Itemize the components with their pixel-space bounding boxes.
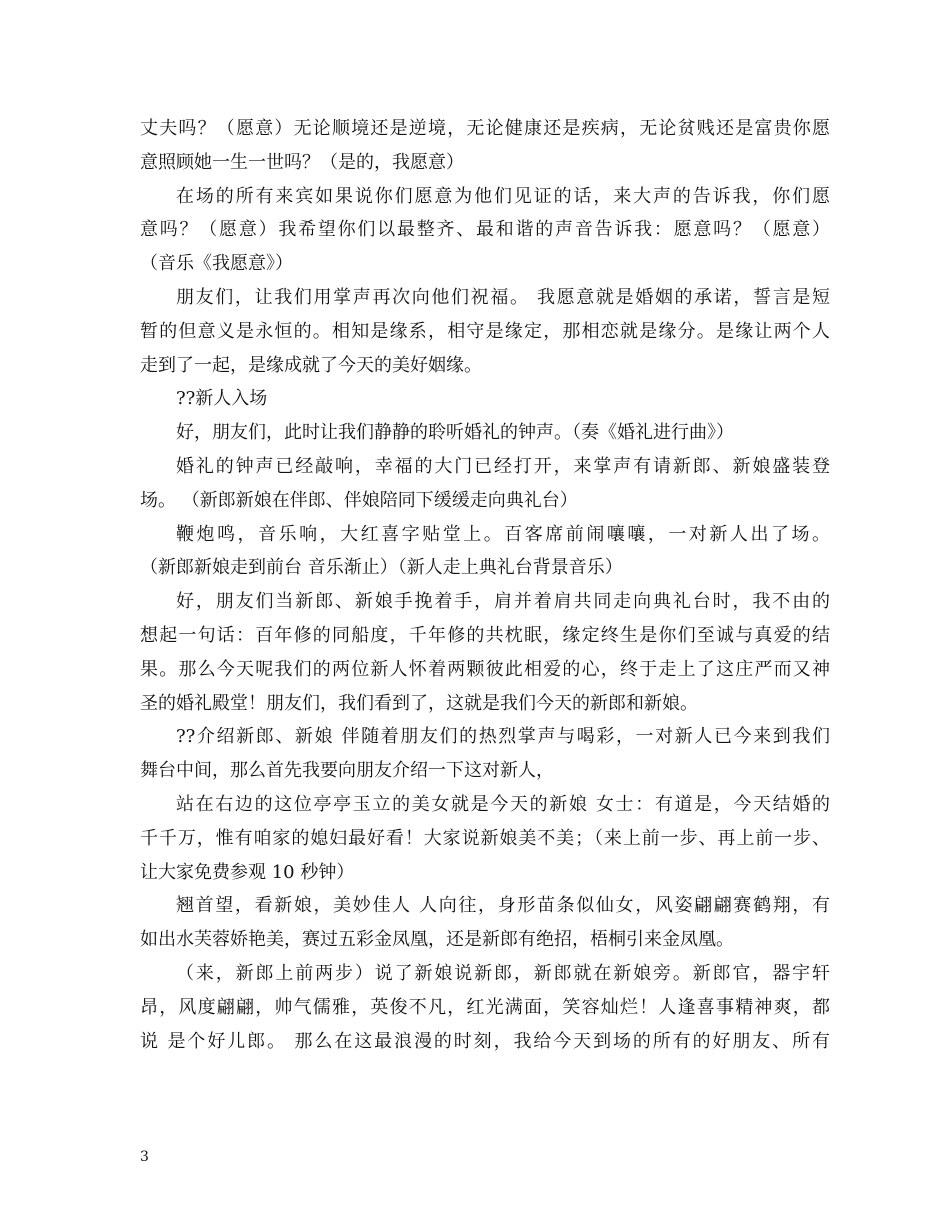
text-line-content: （来，新郎上前两步）说了新娘说新郎，新郎就在新娘旁。新郎官，器宇轩 (176, 962, 830, 984)
text-line-content: 千千万，惟有咱家的媳妇最好看！大家说新娘美不美；（来上前一步、再上前一步、 (140, 827, 830, 849)
text-line (140, 856, 830, 890)
text-line-content: 好，朋友们当新郎、新娘手挽着手，肩并着肩共同走向典礼台时，我不由的 (176, 591, 830, 613)
text-line (140, 653, 830, 687)
text-line (140, 889, 830, 923)
text-line-content: 好，朋友们，此时让我们静静的聆听婚礼的钟声。（奏《婚礼进行曲》） (176, 422, 734, 444)
text-line (140, 754, 830, 788)
text-line-content: 在场的所有来宾如果说你们愿意为他们见证的话，来大声的告诉我，你们愿 (176, 185, 830, 207)
text-line (140, 213, 830, 247)
text-line (140, 416, 830, 450)
text-line-content: 翘首望，看新娘，美妙佳人 人向往，身形苗条似仙女，风姿翩翩赛鹤翔，有 (176, 895, 830, 917)
body-text (140, 112, 830, 1058)
text-line-content: 意吗？（愿意）我希望你们以最整齐、最和谐的声音告诉我：愿意吗？（愿意） (140, 219, 830, 241)
text-line-content: 舞台中间，那么首先我要向朋友介绍一下这对新人， (140, 760, 554, 782)
text-line (140, 450, 830, 484)
text-line (140, 484, 830, 518)
text-line-content: 让大家免费参观 10 秒钟） (140, 861, 355, 883)
text-line (140, 112, 830, 146)
text-line-content: 朋友们，让我们用掌声再次向他们祝福。 我愿意就是婚姻的承诺，誓言是短 (176, 286, 830, 308)
text-line-content: 圣的婚礼殿堂！朋友们，我们看到了，这就是我们今天的新郎和新娘。 (140, 692, 698, 714)
text-line (140, 146, 830, 180)
text-line-content: 场。 （新郎新娘在伴郎、伴娘陪同下缓缓走向典礼台） (140, 489, 578, 511)
text-line (140, 180, 830, 214)
text-line (140, 382, 830, 416)
text-line (140, 247, 830, 281)
text-line (140, 619, 830, 653)
text-line-content: 昂，风度翩翩，帅气儒雅，英俊不凡，红光满面，笑容灿烂！人逢喜事精神爽，都 (140, 996, 830, 1018)
text-line-content: 婚礼的钟声已经敲响，幸福的大门已经打开，来掌声有请新郎、新娘盛装登 (176, 455, 830, 477)
text-line-content: 丈夫吗？（愿意）无论顺境还是逆境，无论健康还是疾病，无论贫贱还是富贵你愿 (140, 118, 830, 139)
text-line-content: （音乐《我愿意》） (140, 253, 293, 275)
text-line (140, 720, 830, 754)
text-line-content: 暂的但意义是永恒的。相知是缘系，相守是缘定，那相恋就是缘分。是缘让两个人 (140, 320, 830, 342)
text-line-content: ??新人入场 (176, 388, 268, 410)
text-line (140, 957, 830, 991)
text-line (140, 281, 830, 315)
text-line (140, 349, 830, 383)
text-line (140, 585, 830, 619)
text-line (140, 991, 830, 1025)
page-number: 3 (140, 1149, 149, 1165)
text-line-content: ??介绍新郎、新娘 伴随着朋友们的热烈掌声与喝彩，一对新人已今来到我们 (176, 726, 830, 748)
text-line (140, 518, 830, 552)
text-line-content: 想起一句话：百年修的同船度，千年修的共枕眠，缘定终生是你们至诚与真爱的结 (140, 624, 830, 646)
text-line-content: 站在右边的这位亭亭玉立的美女就是今天的新娘 女士：有道是，今天结婚的 (176, 793, 830, 815)
text-line (140, 687, 830, 721)
text-line (140, 315, 830, 349)
text-line (140, 551, 830, 585)
text-line-content: 如出水芙蓉娇艳美，赛过五彩金凤凰，还是新郎有绝招，梧桐引来金凤凰。 (140, 929, 734, 951)
text-line (140, 822, 830, 856)
text-line-content: 说 是个好儿郎。 那么在这最浪漫的时刻，我给今天到场的所有的好朋友、所有 (140, 1030, 830, 1052)
text-line-content: 走到了一起，是缘成就了今天的美好姻缘。 (140, 354, 482, 376)
text-line-content: 鞭炮鸣，音乐响，大红喜字贴堂上。百客席前闹嚷嚷，一对新人出了场。 (176, 523, 830, 545)
text-line (140, 788, 830, 822)
text-line-content: 果。那么今天呢我们的两位新人怀着两颗彼此相爱的心，终于走上了这庄严而又神 (140, 658, 830, 680)
text-line (140, 1025, 830, 1059)
text-line-content: （新郎新娘走到前台 音乐渐止）（新人走上典礼台背景音乐） (140, 557, 623, 579)
text-line-content: 意照顾她一生一世吗？（是的，我愿意） (140, 151, 464, 173)
text-line (140, 923, 830, 957)
